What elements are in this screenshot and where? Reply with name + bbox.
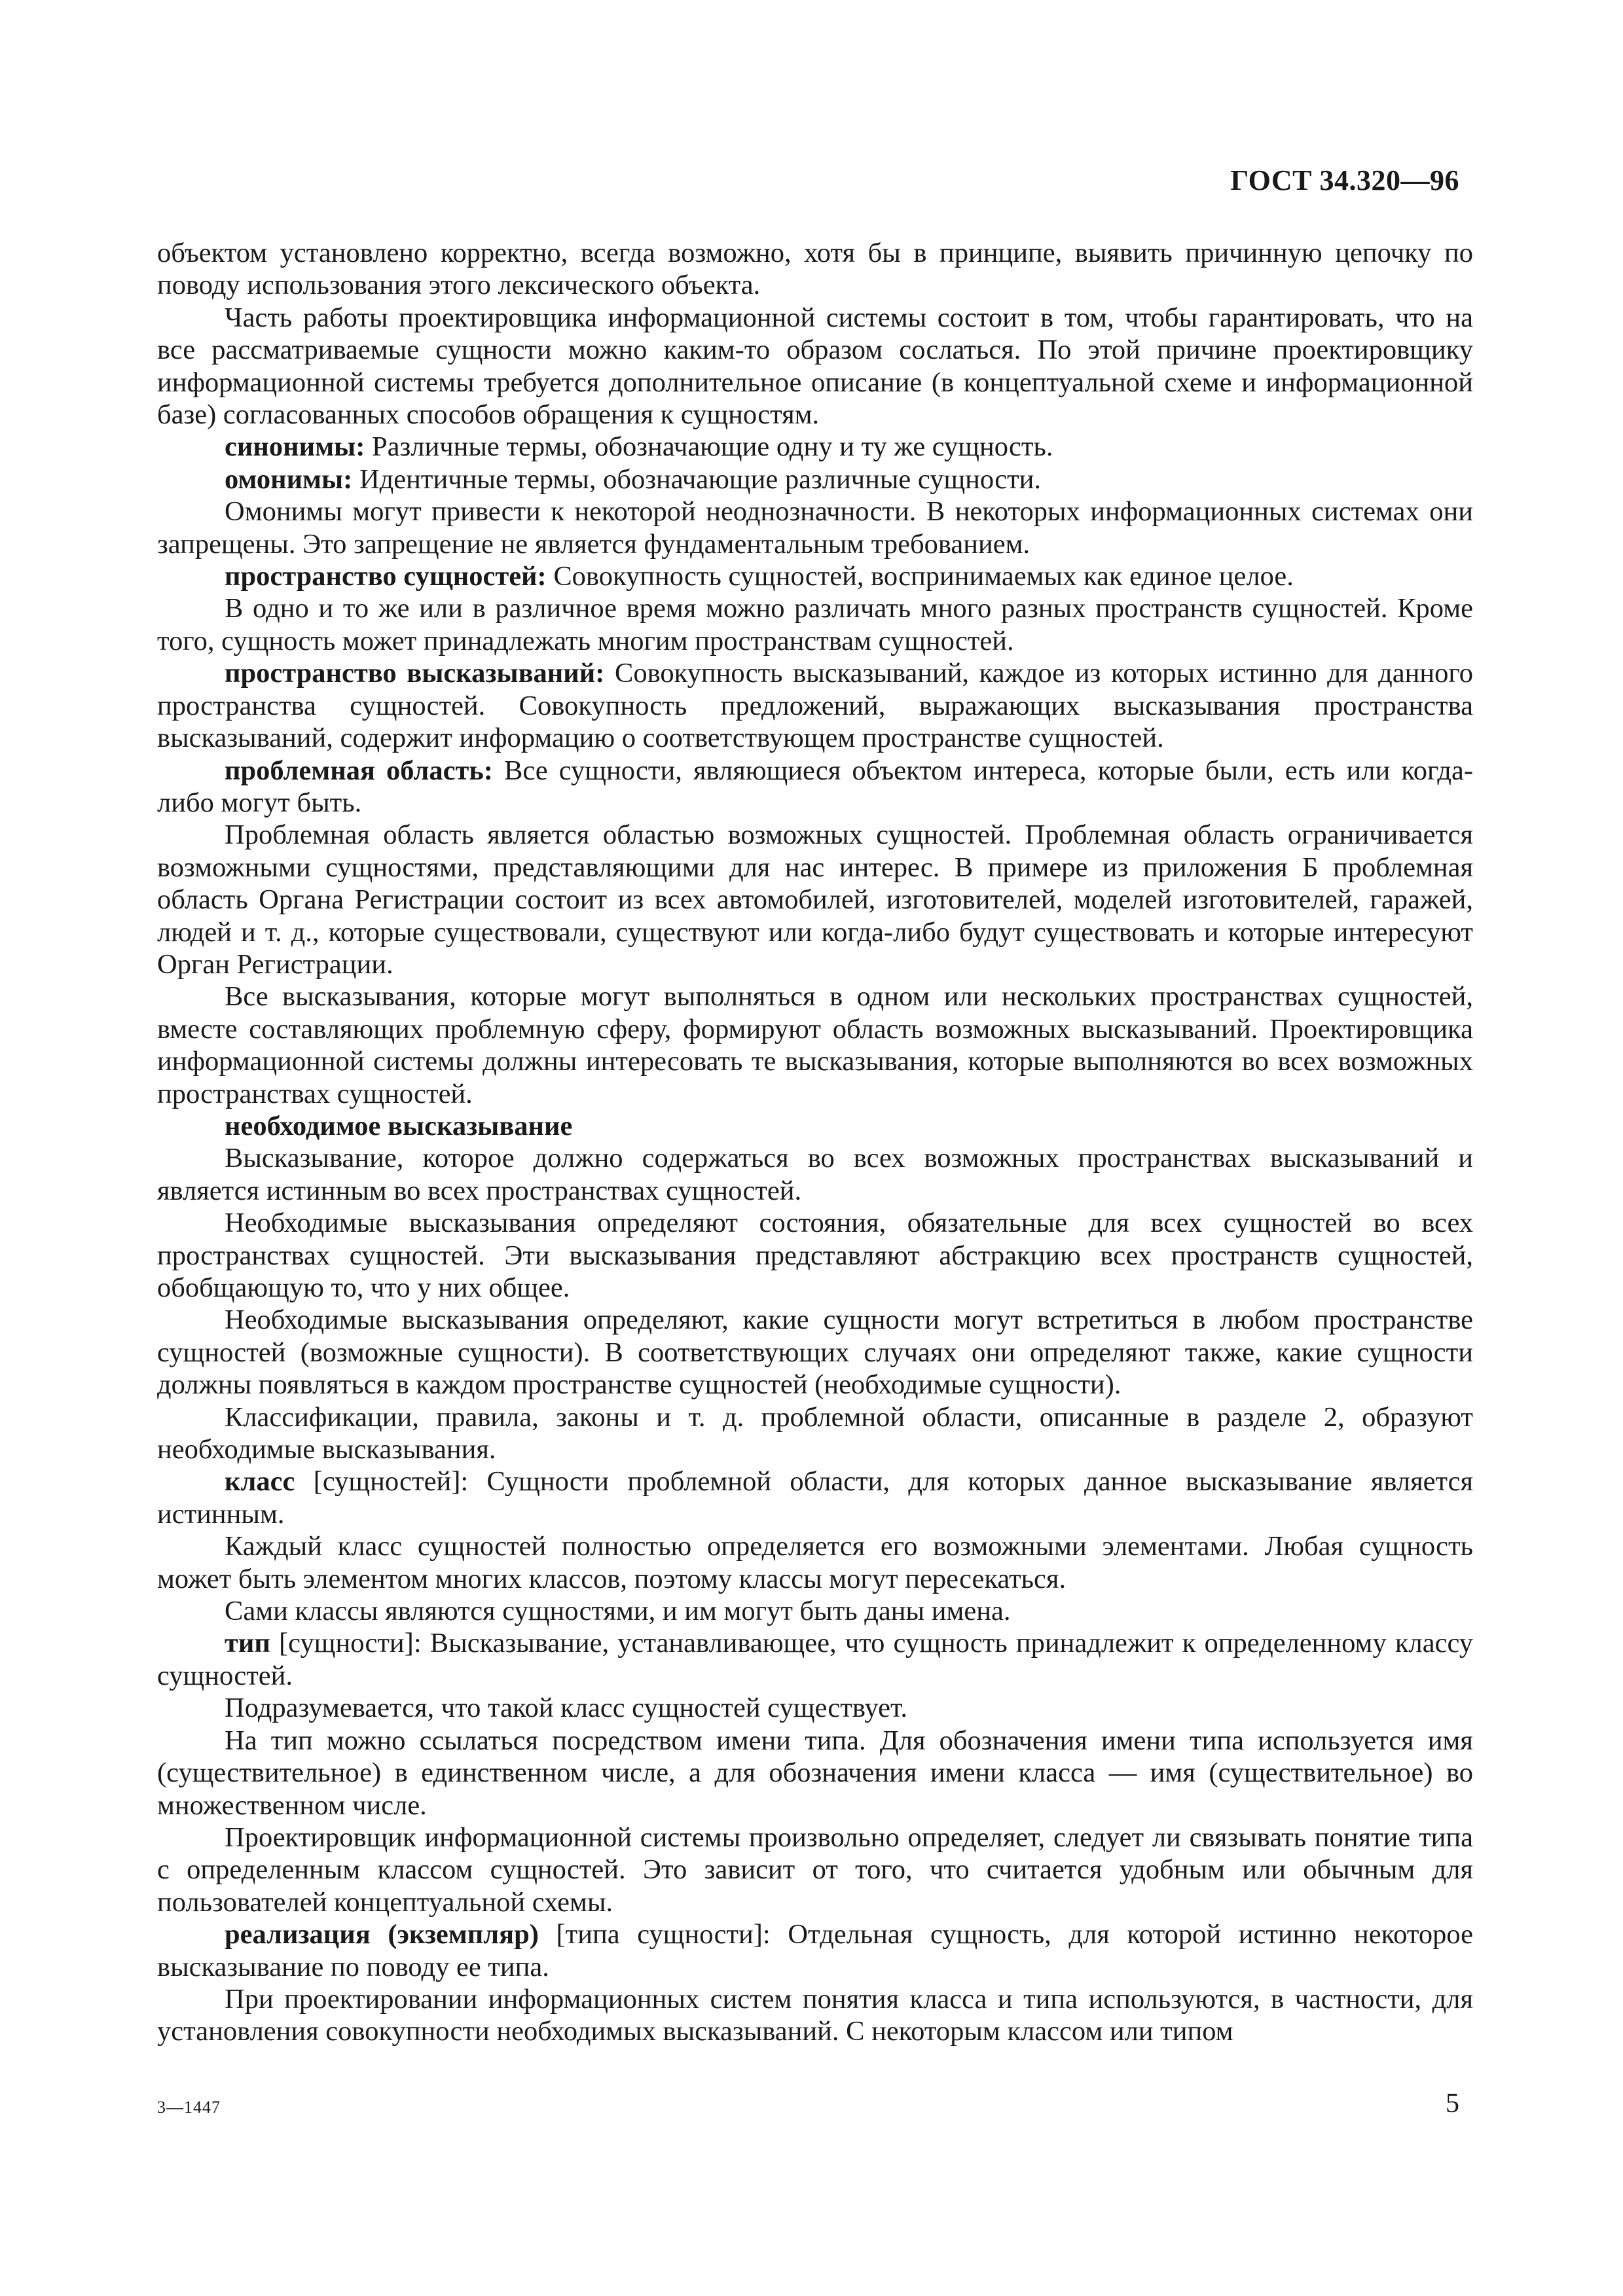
- body-paragraph: [157, 1595, 1473, 1627]
- paragraph-text: Различные термы, обозначающие одну и ту же сущность.: [365, 431, 1053, 463]
- term: омонимы:: [225, 463, 353, 495]
- paragraph-text: [сущностей]: Сущности проблемной области, для которых данное высказывание является истинным.: [157, 1466, 1473, 1530]
- paragraph-text: Идентичные термы, обозначающие различные сущности.: [352, 463, 1042, 495]
- term: необходимое высказывание: [225, 1110, 573, 1141]
- paragraph-text: Классификации, правила, законы и т. д. проблемной области, описанные в разделе 2, образуют необходимые высказывания.: [157, 1401, 1473, 1465]
- body-paragraph: [157, 980, 1473, 1110]
- document-body: [157, 237, 1473, 2048]
- paragraph-text: Омонимы могут привести к некоторой неоднозначности. В некоторых информационных системах они запрещены. Это запрещение не является фундаментальным требованием.: [157, 496, 1473, 560]
- definition-paragraph: [157, 463, 1473, 495]
- body-paragraph: [157, 1692, 1473, 1724]
- body-paragraph: [157, 302, 1473, 431]
- definition-paragraph: [157, 1627, 1473, 1692]
- definition-paragraph: [157, 1465, 1473, 1530]
- paragraph-text: Высказывание, которое должно содержаться во всех возможных пространствах высказываний и является истинным во всех пространствах сущностей.: [157, 1143, 1473, 1206]
- paragraph-text: объектом установлено корректно, всегда возможно, хотя бы в принципе, выявить причинную цепочку по поводу использования этого лексического объекта.: [157, 238, 1473, 301]
- term: пространство сущностей:: [225, 561, 547, 592]
- term: пространство высказываний:: [225, 658, 605, 689]
- definition-paragraph: [157, 1918, 1473, 1983]
- paragraph-text: Совокупность сущностей, воспринимаемых как единое целое.: [546, 561, 1294, 592]
- paragraph-text: Проектировщик информационной системы произвольно определяет, следует ли связывать понятие типа с определенным классом сущностей. Это зависит от того, что считается удобным или обычным для пользователей концептуальной схемы.: [157, 1821, 1473, 1918]
- page-number: 5: [1446, 2089, 1459, 2119]
- term: реализация (экземпляр): [225, 1919, 539, 1950]
- body-paragraph: [157, 1142, 1473, 1207]
- paragraph-text: Подразумевается, что такой класс сущностей существует.: [225, 1693, 907, 1724]
- paragraph-text: Часть работы проектировщика информационной системы состоит в том, чтобы гарантировать, что на все рассматриваемые сущности можно каким-то образом сослаться. По этой причине проектировщику информационной системы требуется дополнительное описание (в концептуальной схеме и информационной базе) согласованных способов обращения к сущностям.: [157, 302, 1473, 431]
- paragraph-text: [типа сущности]: Отдельная сущность, для которой истинно некоторое высказывание по поводу ее типа.: [157, 1919, 1473, 1982]
- paragraph-text: В одно и то же или в различное время можно различать много разных пространств сущностей. Кроме того, сущность может принадлежать многим пространствам сущностей.: [157, 593, 1473, 656]
- paragraph-text: Необходимые высказывания определяют, какие сущности могут встретиться в любом пространстве сущностей (возможные сущности). В соответствующих случаях они определяют также, какие сущности должны появляться в каждом пространстве сущностей (необходимые сущности).: [157, 1304, 1473, 1401]
- definition-paragraph: [157, 755, 1473, 819]
- document-header: ГОСТ 34.320—96: [1230, 164, 1459, 196]
- definition-paragraph: [157, 657, 1473, 754]
- paragraph-text: Проблемная область является областью возможных сущностей. Проблемная область ограничивается возможными сущностями, представляющими для нас интерес. В примере из приложения Б проблемная область Органа Регистрации состоит из всех автомобилей, изготовителей, моделей изготовителей, гаражей, людей и т. д., которые существовали, существуют или когда-либо будут существовать и которые интересуют Орган Регистрации.: [157, 819, 1473, 980]
- sheet-code: 3—1447: [157, 2098, 221, 2117]
- body-paragraph: [157, 1821, 1473, 1918]
- term: синонимы:: [225, 431, 365, 463]
- paragraph-text: Все сущности, являющиеся объектом интереса, которые были, есть или когда-либо могут быть.: [157, 755, 1474, 818]
- paragraph-text: Все высказывания, которые могут выполняться в одном или нескольких пространствах сущностей, вместе составляющих проблемную сферу, формируют область возможных высказываний. Проектировщика информационной системы должны интересовать те высказывания, которые выполняются во всех возможных пространствах сущностей.: [157, 981, 1473, 1109]
- body-paragraph: [157, 1304, 1473, 1401]
- paragraph-text: При проектировании информационных систем понятия класса и типа используются, в частности, для установления совокупности необходимых высказываний. С некоторым классом или типом: [157, 1983, 1473, 2047]
- body-paragraph: [157, 237, 1473, 302]
- term: тип: [225, 1628, 270, 1659]
- paragraph-text: Необходимые высказывания определяют состояния, обязательные для всех сущностей во всех пространствах сущностей. Эти высказывания представляют абстракцию всех пространств сущностей, обобщающую то, что у них общее.: [157, 1208, 1473, 1303]
- body-paragraph: [157, 1207, 1473, 1304]
- definition-paragraph: [157, 1110, 1473, 1142]
- definition-paragraph: [157, 431, 1473, 463]
- term: проблемная область:: [225, 755, 493, 786]
- paragraph-text: [сущности]: Высказывание, устанавливающее, что сущность принадлежит к определенному классу сущностей.: [157, 1628, 1473, 1691]
- body-paragraph: [157, 592, 1473, 657]
- body-paragraph: [157, 1530, 1473, 1595]
- body-paragraph: [157, 1401, 1473, 1466]
- paragraph-text: Сами классы являются сущностями, и им могут быть даны имена.: [225, 1596, 1011, 1627]
- body-paragraph: [157, 1725, 1473, 1821]
- body-paragraph: [157, 819, 1473, 980]
- paragraph-text: Совокупность высказываний, каждое из которых истинно для данного пространства сущностей. Совокупность предложений, выражающих высказывания пространства высказываний, содержит информацию о соответствующем пространстве сущностей.: [157, 658, 1474, 754]
- term: класс: [225, 1466, 295, 1498]
- definition-paragraph: [157, 560, 1473, 592]
- body-paragraph: [157, 495, 1473, 560]
- paragraph-text: Каждый класс сущностей полностью определяется его возможными элементами. Любая сущность может быть элементом многих классов, поэтому классы могут пересекаться.: [157, 1531, 1473, 1594]
- paragraph-text: На тип можно ссылаться посредством имени типа. Для обозначения имени типа используется имя (существительное) в единственном числе, а для обозначения имени класса — имя (существительное) во множественном числе.: [157, 1725, 1473, 1821]
- body-paragraph: [157, 1983, 1473, 2048]
